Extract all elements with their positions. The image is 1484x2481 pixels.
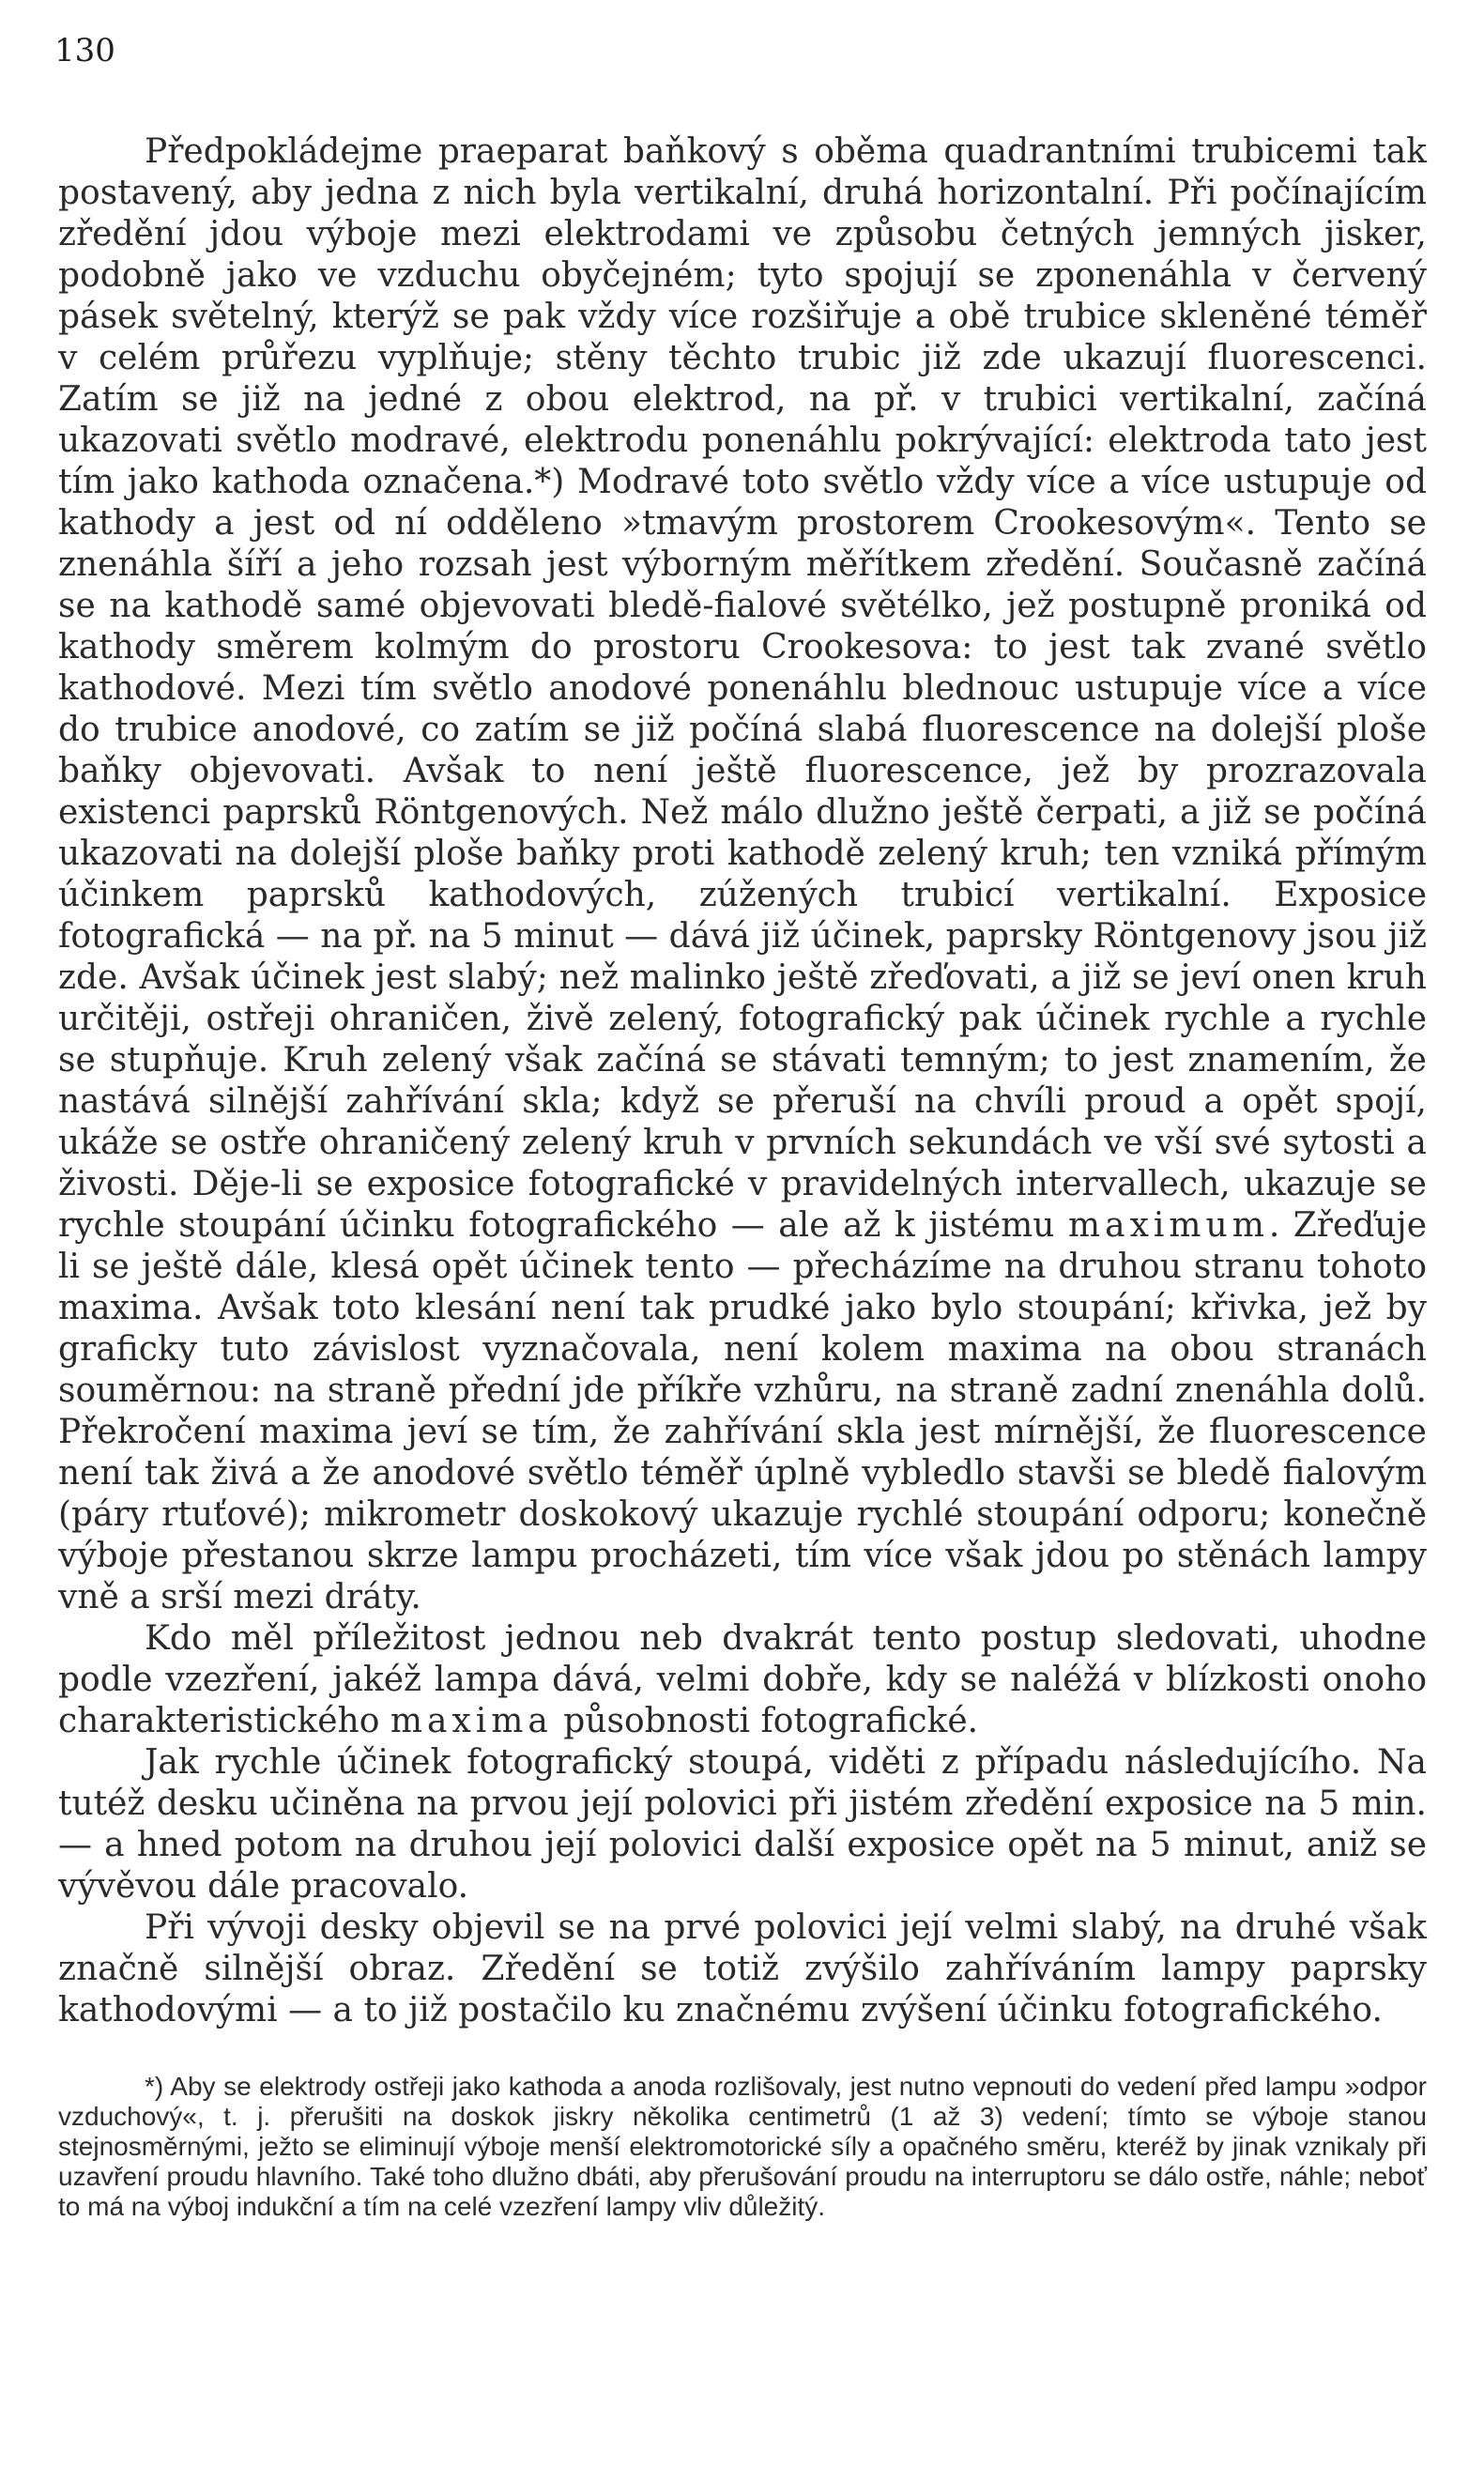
- paragraph-1-continuation: . Zřeďuje li se ještě dále, klesá opět účinek tento — přecházíme na druhou stranu tohoto maxima. Avšak toto klesání není tak prudké jako bylo stoupání; křivka, jež by graficky tuto závislost vyznačovala, není kolem maxima na obou stranách souměrnou: na straně přední jde příkře vzhůru, na straně zadní znenáhla dolů. Překročení maxima jeví se tím, že zahřívání skla jest mírnější, že fluorescence není tak živá a že anodové světlo téměř úplně vybledlo stavši se bledě fialovým (páry rtuťové); mikrometr doskokový ukazuje rychlé stoupání odporu; konečně výboje přestanou skrze lampu procházeti, tím více však jdou po stěnách lampy vně a srší mezi dráty.: [58, 1206, 1428, 1616]
- paragraph-4: Při vývoji desky objevil se na prvé polovici její velmi slabý, na druhé však značně silnější obraz. Zředění se totiž zvýšilo zahříváním lampy paprsky kathodovými — a to již postačilo ku značnému zvýšení účinku fotografického.: [58, 1908, 1427, 2029]
- emphasis-maxima: maxima: [390, 1702, 553, 1740]
- body-text: [58, 131, 1427, 2031]
- paragraph-1-text: Předpokládejme praeparat baňkový s oběma quadrantními trubicemi tak postavený, aby jedna z nich byla vertikalní, druhá horizontalní. Při počínajícím zředění jdou výboje mezi elektrodami ve způsobu četných jemných jisker, podobně jako ve vzduchu obyčejném; tyto spojují se zponenáhla v červený pásek světelný, kterýž se pak vždy více rozšiřuje a obě trubice skleněné téměř v celém průřezu vyplňuje; stěny těchto trubic již zde ukazují fluorescenci. Zatím se již na jedné z obou elektrod, na př. v trubici vertikalní, začíná ukazovati světlo modravé, elektrodu ponenáhlu pokrývající: elektroda tato jest tím jako kathoda označena.*) Modravé toto světlo vždy více a více ustupuje od kathody a jest od ní odděleno »tmavým prostorem Crookesovým«. Tento se znenáhla šíří a jeho rozsah jest výborným měřítkem zředění. Současně začíná se na kathodě samé objevovati bledě-fialové světélko, jež postupně proniká od kathody směrem kolmým do prostoru Crookesova: to jest tak zvané světlo kathodové. Mezi tím světlo anodové ponenáhlu blednouc ustupuje více a více do trubice anodové, co zatím se již počíná slabá fluorescence na dolejší ploše baňky objevovati. Avšak to není ještě fluorescence, jež by prozrazovala existenci paprsků Röntgenových. Než málo dlužno ještě čerpati, a již se počíná ukazovati na dolejší ploše baňky proti kathodě zelený kruh; ten vzniká přímým účinkem paprsků kathodových, zúžených trubicí vertikalní. Exposice fotografická — na př. na 5 minut — dává již účinek, paprsky Röntgenovy jsou již zde. Avšak účinek jest slabý; než malinko ještě zřeďovati, a již se jeví onen kruh určitěji, ostřeji ohraničen, živě zelený, fotografický pak účinek rychle a rychle se stupňuje. Kruh zelený však začíná se stávati temným; to jest znamením, že nastává silnější zahřívání skla; když se přeruší na chvíli proud a opět spojí, ukáže se ostře ohraničený zelený kruh v prvních sekundách ve vší své sytosti a živosti. Děje-li se exposice fotografické v pravidelných intervallech, ukazuje se rychle stoupání účinku fotografického — ale až k jistému: [58, 132, 1427, 1245]
- emphasis-maximum: maximum: [1067, 1206, 1269, 1245]
- paragraph-2-text: Kdo měl příležitost jednou neb dvakrát tento postup sledovati, uhodne podle vzezření, jakéž lampa dává, velmi dobře, kdy se naléžá v blízkosti onoho charakteristického: [58, 1619, 1427, 1740]
- paragraph-2: [58, 1618, 1427, 1742]
- footnote-text: *) Aby se elektrody ostřeji jako kathoda a anoda rozlišovaly, jest nutno vepnouti do vedení před lampu »odpor vzduchový«, t. j. přerušiti na doskok jiskry několika centimetrů (1 až 3) vedení; tímto se výboje stanou stejnosměrnými, ježto se eliminují výboje menší elektromotorické síly a opačného směru, kteréž by jinak vznikaly při uzavření proudu hlavního. Také toho dlužno dbáti, aby přerušování proudu na interruptoru se dálo ostře, náhle; neboť to má na výboj indukční a tím na celé vzezření lampy vliv důležitý.: [58, 2072, 1427, 2221]
- page-number: 130: [54, 32, 115, 69]
- paragraph-2-continuation: působnosti fotografické.: [552, 1702, 979, 1740]
- footnote: [58, 2072, 1427, 2222]
- paragraph-3: Jak rychle účinek fotografický stoupá, viděti z případu následujícího. Na tutéž desku učiněna na prvou její polovici při jistém zředění exposice na 5 min. — a hned potom na druhou její polovici další exposice opět na 5 minut, aniž se vývěvou dále pracovalo.: [58, 1743, 1427, 1906]
- paragraph-1: [58, 131, 1427, 1618]
